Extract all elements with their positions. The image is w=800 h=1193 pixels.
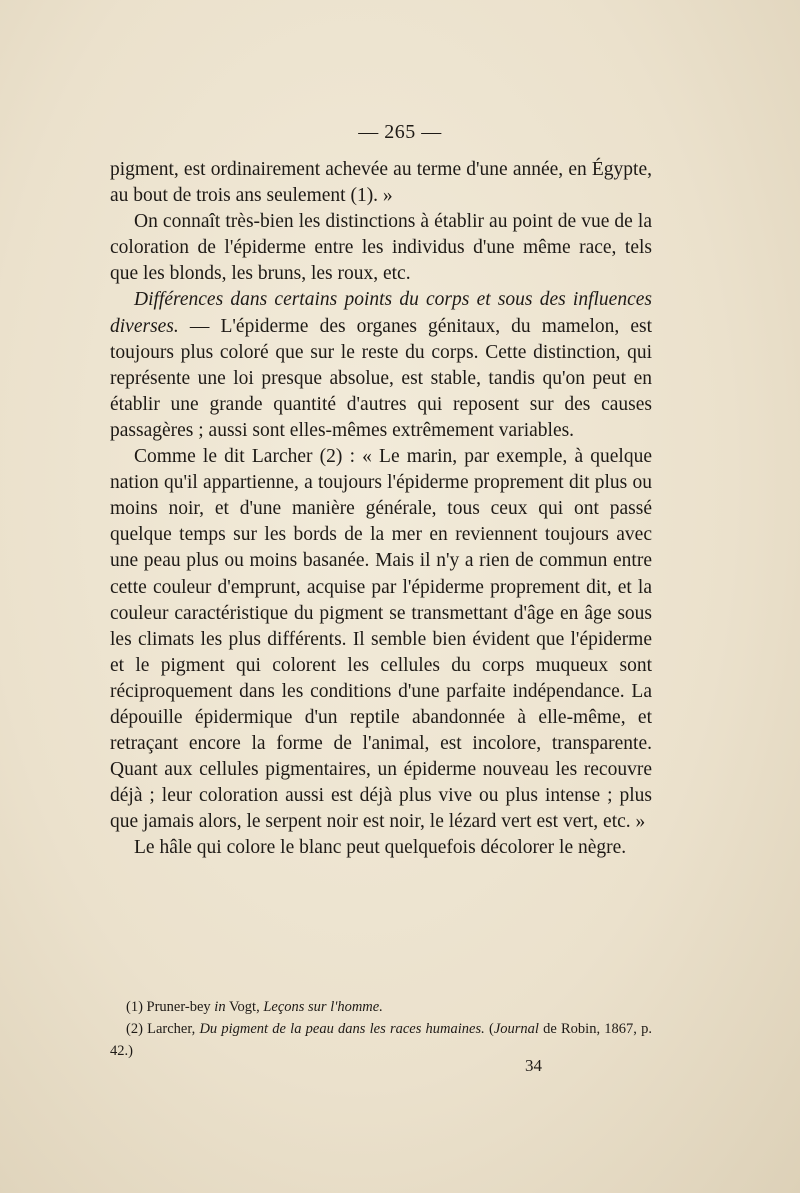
footnote-2-journal: Journal [493,1021,539,1037]
signature-mark: 34 [525,1056,542,1075]
footnote-1-prefix: (1) Pruner-bey [126,999,215,1015]
footnote-2-paren: ( [484,1021,494,1037]
paragraph-differences [110,287,652,444]
section-heading: Différences dans certains points du corps et sous des influences diverses. [110,289,652,337]
paragraph-hale: Le hâle qui colore le blanc peut quelquefois décolorer le nègre. [134,837,627,859]
paragraph-continuation: pigment, est ordinairement achevée au terme d'une année, en Égypte, au bout de trois ans seulement (1). » [110,159,652,207]
main-text [110,157,652,862]
section-text: — L'épiderme des organes génitaux, du mamelon, est toujours plus coloré que sur le reste du corps. Cette distinction, qui représente une loi presque absolue, est stable, tandis qu'on peut en établir une grande quantité d'autres qui reposent sur des causes passagères ; aussi sont elles-mêmes extrêmement variables. [110,315,652,441]
page-number-header: — 265 — [358,121,442,143]
footnote-1 [110,996,652,1018]
footnote-2 [110,1018,652,1062]
footnote-1-author: Vogt, [225,999,264,1015]
footnote-1-in: in [214,999,226,1015]
footnote-2-prefix: (2) Larcher, [126,1021,200,1037]
paragraph-larcher-quote: Comme le dit Larcher (2) : « Le marin, par exemple, à quelque nation qu'il appartienne, a toujours l'épiderme proprement dit plus ou moins noir, et d'une manière générale, tous ceux qui ont passé quelque temps sur les bords de la mer en reviennent toujours avec une peau plus ou moins basanée. Mais il n'y a rien de commun entre cette couleur d'emprunt, acquise par l'épiderme proprement dit, et la couleur caractéristique du pigment se transmettant d'âge en âge sous les climats les plus différents. Il semble bien évident que l'épiderme et le pigment qui colorent les cellules du corps muqueux sont réciproquement dans les conditions d'une parfaite indépendance. La dépouille épidermique d'un reptile abandonnée à elle-même, et retraçant encore la forme de l'animal, est incolore, transparente. Quant aux cellules pigmentaires, un épiderme nouveau les recouvre déjà ; leur coloration aussi est déjà plus vive ou plus intense ; plus que jamais alors, le serpent noir est noir, le lézard vert est vert, etc. » [110,446,652,833]
footnote-2-title: Du pigment de la peau dans les races humaines. [199,1021,485,1037]
paragraph-coloration: On connaît très-bien les distinctions à établir au point de vue de la coloration de l'épiderme entre les individus d'une même race, tels que les blonds, les bruns, les roux, etc. [110,211,652,285]
footnote-2-suffix: de Robin, 1867, p. 42.) [110,1021,652,1059]
footnotes [110,996,652,1062]
footnote-1-title: Leçons sur l'homme. [263,999,383,1015]
